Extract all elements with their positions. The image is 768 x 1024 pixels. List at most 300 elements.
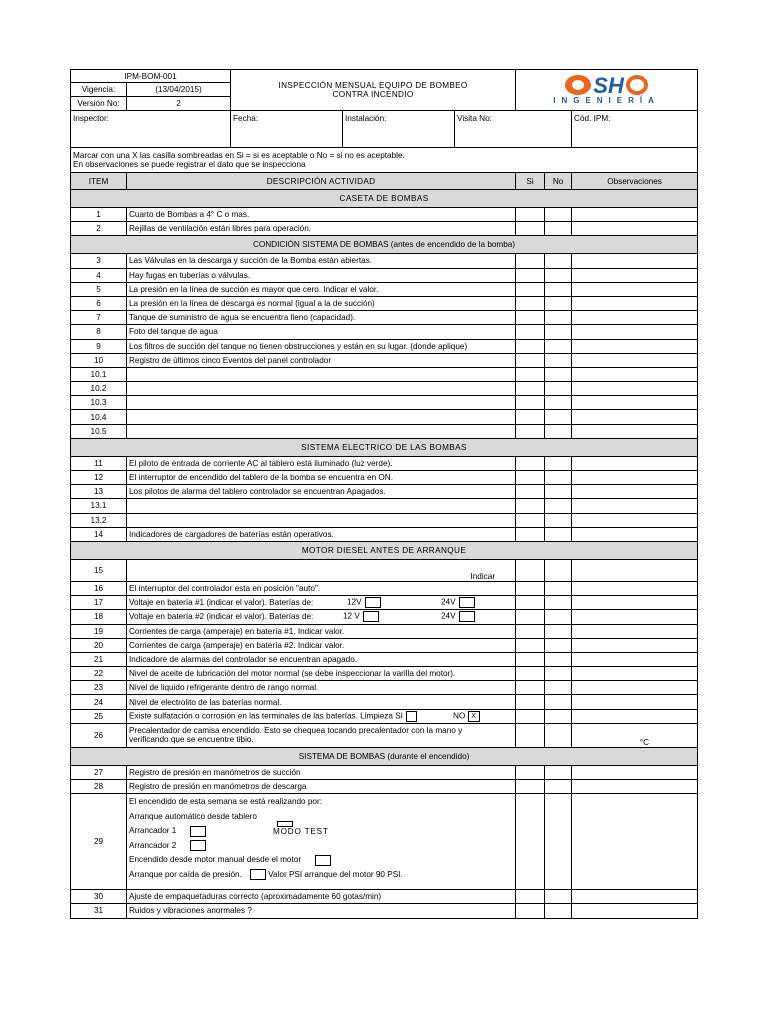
r29-line2: Arranque automático desde tablero	[129, 811, 257, 821]
no-cell[interactable]	[545, 485, 572, 499]
item-number: 10.2	[71, 382, 127, 396]
instalacion-label: Instalación:	[345, 114, 387, 123]
obs-cell[interactable]	[572, 794, 698, 890]
rows-electrico	[71, 456, 698, 541]
vigencia-label: Vigencia:	[71, 83, 127, 97]
si-cell[interactable]	[516, 367, 545, 381]
col-desc: DESCRIPCIÓN ACTIVIDAD	[127, 173, 516, 190]
si-cell[interactable]	[516, 268, 545, 282]
item-desc	[127, 499, 516, 513]
item-number: 26	[71, 723, 127, 747]
obs-cell[interactable]	[572, 709, 698, 723]
no-cell[interactable]	[545, 268, 572, 282]
si-cell[interactable]	[516, 499, 545, 513]
table-row	[71, 780, 698, 794]
item-desc	[127, 596, 516, 610]
si-cell[interactable]	[516, 559, 545, 581]
table-row	[71, 559, 698, 581]
no-cell[interactable]	[545, 723, 572, 747]
modo-test-label: MODO TEST	[273, 827, 329, 837]
table-row	[71, 325, 698, 339]
item-desc: Cuarto de Bombas a 4° C o mas.	[127, 208, 516, 222]
si-cell[interactable]	[516, 282, 545, 296]
item-desc: El interruptor de encendido del tablero de la bomba se encuentra en ON.	[127, 471, 516, 485]
item-desc	[127, 410, 516, 424]
form-table	[70, 69, 698, 919]
no-cell[interactable]	[545, 794, 572, 890]
item-number: 2	[71, 222, 127, 236]
item-number: 11	[71, 456, 127, 470]
v24-checkbox[interactable]	[459, 611, 475, 622]
cod-label: Cód. IPM:	[574, 114, 611, 123]
form-title	[231, 70, 516, 111]
item-number: 10.1	[71, 367, 127, 381]
obs-cell[interactable]	[572, 681, 698, 695]
si-cell[interactable]	[516, 382, 545, 396]
arrancador2-checkbox[interactable]	[190, 840, 206, 851]
table-row	[71, 311, 698, 325]
item-number: 25	[71, 709, 127, 723]
rows-caseta	[71, 208, 698, 236]
table-row	[71, 527, 698, 541]
item-desc: Registro de presión en manómetros de descarga	[127, 780, 516, 794]
manual-checkbox[interactable]	[315, 855, 331, 866]
item-desc: Registro de presión en manómetros de succión	[127, 765, 516, 779]
obs-cell[interactable]	[572, 596, 698, 610]
item-number: 21	[71, 652, 127, 666]
item-desc: Registro de últimos cinco Eventos del panel controlador	[127, 353, 516, 367]
obs-cell[interactable]	[572, 527, 698, 541]
si-cell[interactable]	[516, 709, 545, 723]
si-cell[interactable]	[516, 890, 545, 904]
no-cell[interactable]	[545, 382, 572, 396]
no-cell[interactable]	[545, 325, 572, 339]
item-desc	[127, 513, 516, 527]
form-code: IPM-BOM-001	[71, 70, 231, 83]
r29-line1: El encendido de esta semana se está realizando por:	[129, 797, 322, 807]
obs-cell[interactable]	[572, 499, 698, 513]
no-cell[interactable]	[545, 410, 572, 424]
si-cell[interactable]	[516, 339, 545, 353]
table-row	[71, 581, 698, 595]
logo-cell	[516, 70, 698, 111]
item-desc: Foto del tanque de agua	[127, 325, 516, 339]
si-cell[interactable]	[516, 208, 545, 222]
no-cell[interactable]	[545, 222, 572, 236]
obs-cell[interactable]	[572, 268, 698, 282]
item-desc	[127, 396, 516, 410]
no-cell[interactable]	[545, 890, 572, 904]
table-row	[71, 652, 698, 666]
obs-cell[interactable]	[572, 367, 698, 381]
visita-field[interactable]	[455, 111, 572, 148]
item-desc: La presión en la línea de descarga es normal (igual a la de succión)	[127, 296, 516, 310]
no-cell[interactable]	[545, 581, 572, 595]
table-row	[71, 254, 698, 268]
fecha-label: Fecha:	[233, 114, 259, 123]
obs-cell[interactable]	[572, 610, 698, 624]
no-cell[interactable]	[545, 254, 572, 268]
no-cell[interactable]	[545, 527, 572, 541]
item-number: 20	[71, 638, 127, 652]
item-number: 22	[71, 667, 127, 681]
limpieza-no-option	[453, 711, 480, 722]
obs-cell[interactable]	[572, 382, 698, 396]
item-text: Voltaje en batería #1 (indicar el valor). Baterías de:	[129, 598, 314, 608]
table-row	[71, 695, 698, 709]
table-row	[71, 890, 698, 904]
col-si: Si	[516, 173, 545, 190]
si-cell[interactable]	[516, 325, 545, 339]
logo-swirl-icon	[626, 75, 648, 95]
item-number: 13	[71, 485, 127, 499]
item-desc: Hay fugas en tuberías o válvulas.	[127, 268, 516, 282]
item-desc: Nivel de aceite de lubricación del motor normal (se debe inspeccionar la varilla del motor).	[127, 667, 516, 681]
form-title-line1: INSPECCIÓN MENSUAL EQUIPO DE BOMBEO	[278, 81, 468, 90]
v12-checkbox[interactable]	[363, 611, 379, 622]
v24-checkbox[interactable]	[459, 597, 475, 608]
table-row	[71, 208, 698, 222]
no-cell[interactable]	[545, 353, 572, 367]
no-cell[interactable]	[545, 424, 572, 438]
table-row	[71, 471, 698, 485]
table-row	[71, 367, 698, 381]
inspection-form	[70, 69, 697, 919]
item-number: 27	[71, 765, 127, 779]
item-number: 17	[71, 596, 127, 610]
no-cell[interactable]	[545, 681, 572, 695]
item-desc: Ajuste de empaquetaduras correcto (aproximadamente 60 gotas/min)	[127, 890, 516, 904]
obs-cell[interactable]	[572, 559, 698, 581]
obs-cell[interactable]	[572, 624, 698, 638]
item-desc: El piloto de entrada de corriente AC al tablero está iluminado (luz verde).	[127, 456, 516, 470]
company-logo	[518, 72, 695, 105]
obs-cell[interactable]	[572, 311, 698, 325]
obs-cell[interactable]	[572, 353, 698, 367]
item-number: 4	[71, 268, 127, 282]
item-number: 16	[71, 581, 127, 595]
obs-cell[interactable]	[572, 254, 698, 268]
no-cell[interactable]	[545, 471, 572, 485]
form-title-line2: CONTRA INCENDIO	[332, 90, 414, 99]
si-cell[interactable]	[516, 765, 545, 779]
table-row	[71, 794, 698, 890]
item-desc	[127, 382, 516, 396]
no-cell[interactable]	[545, 765, 572, 779]
si-cell[interactable]	[516, 254, 545, 268]
si-cell[interactable]	[516, 222, 545, 236]
item-desc: Indicadore de alarmas del controlador se encuentran apagado.	[127, 652, 516, 666]
obs-cell[interactable]	[572, 513, 698, 527]
no-cell[interactable]	[545, 652, 572, 666]
si-cell[interactable]	[516, 695, 545, 709]
item-number: 18	[71, 610, 127, 624]
item-number: 3	[71, 254, 127, 268]
table-row	[71, 709, 698, 723]
section-sistema: SISTEMA DE BOMBAS (durante el encendido)	[71, 747, 698, 765]
no-cell[interactable]	[545, 499, 572, 513]
caida-checkbox[interactable]	[250, 869, 266, 880]
item-number: 19	[71, 624, 127, 638]
item-number: 29	[71, 794, 127, 890]
no-cell[interactable]	[545, 311, 572, 325]
v24-label: 24V	[441, 597, 456, 607]
table-row	[71, 382, 698, 396]
obs-cell[interactable]	[572, 282, 698, 296]
col-no: No	[545, 173, 572, 190]
item-number: 10.5	[71, 424, 127, 438]
obs-cell[interactable]	[572, 638, 698, 652]
rows-condicion	[71, 254, 698, 438]
table-row	[71, 296, 698, 310]
si-cell[interactable]	[516, 456, 545, 470]
obs-cell[interactable]	[572, 456, 698, 470]
no-cell[interactable]	[545, 367, 572, 381]
obs-cell[interactable]	[572, 485, 698, 499]
obs-cell[interactable]	[572, 410, 698, 424]
obs-cell[interactable]	[572, 339, 698, 353]
si-cell[interactable]	[516, 904, 545, 918]
table-row	[71, 610, 698, 624]
no-cell[interactable]	[545, 709, 572, 723]
item-desc: El interruptor del controlador esta en posición "auto".	[127, 581, 516, 595]
table-row	[71, 499, 698, 513]
table-row	[71, 667, 698, 681]
si-cell[interactable]	[516, 424, 545, 438]
si-cell[interactable]	[516, 296, 545, 310]
obs-cell[interactable]	[572, 765, 698, 779]
item-desc	[127, 559, 516, 581]
item-desc	[127, 610, 516, 624]
v12-checkbox[interactable]	[365, 597, 381, 608]
si-cell[interactable]	[516, 471, 545, 485]
obs-cell[interactable]	[572, 904, 698, 918]
table-row	[71, 268, 698, 282]
table-row	[71, 282, 698, 296]
obs-cell[interactable]	[572, 780, 698, 794]
instructions-line1: Marcar con una X las casilla sombreadas en Si = si es aceptable o No = si no es aceptable.	[73, 151, 405, 160]
item-number: 30	[71, 890, 127, 904]
item-number: 9	[71, 339, 127, 353]
inspector-label: Inspector:	[73, 114, 109, 123]
obs-cell[interactable]	[572, 695, 698, 709]
r29-psi: Valor PSI arranque del motor 90 PSI.	[268, 869, 403, 879]
r29-arrancador1: Arrancador 1	[129, 826, 177, 836]
table-row	[71, 222, 698, 236]
item-number: 13.1	[71, 499, 127, 513]
item-number: 13.2	[71, 513, 127, 527]
obs-cell[interactable]	[572, 652, 698, 666]
table-row	[71, 638, 698, 652]
si-cell[interactable]	[516, 610, 545, 624]
indicar-note: Indicar	[470, 571, 496, 581]
logo-subtitle: INGENIERÍA	[553, 96, 660, 105]
r29-arrancador2: Arrancador 2	[129, 840, 177, 850]
item-number: 7	[71, 311, 127, 325]
item-number: 14	[71, 527, 127, 541]
si-cell[interactable]	[516, 794, 545, 890]
item-desc: Ruidos y vibraciones anormales ?	[127, 904, 516, 918]
item-desc: Nivel de electrolito de las baterías normal.	[127, 695, 516, 709]
instructions-line2: En observaciones se puede registrar el dato que se inspecciona	[73, 160, 306, 169]
item-number: 1	[71, 208, 127, 222]
si-cell[interactable]	[516, 596, 545, 610]
item-text: Voltaje en batería #2 (indicar el valor). Baterías de:	[129, 612, 314, 622]
inspector-field[interactable]	[71, 111, 231, 148]
no-cell[interactable]	[545, 208, 572, 222]
si-cell[interactable]	[516, 681, 545, 695]
v12-label: 12 V	[343, 611, 360, 621]
item-number: 12	[71, 471, 127, 485]
item-number: 10	[71, 353, 127, 367]
item-desc: Las Válvulas en la descarga y succión de la Bomba están abiertas.	[127, 254, 516, 268]
item-text: Existe sulfatación o corrosión en las terminales de las baterías. Limpieza SI	[129, 711, 403, 721]
section-caseta: CASETA DE BOMBAS	[71, 190, 698, 208]
table-row	[71, 339, 698, 353]
no-cell[interactable]	[545, 610, 572, 624]
item-desc: Indicadores de cargadores de baterías están operativos.	[127, 527, 516, 541]
rows-motor	[71, 624, 698, 709]
version-label: Versión No:	[71, 97, 127, 111]
item-desc: Rejillas de ventilación están libres para operación.	[127, 222, 516, 236]
table-row	[71, 765, 698, 779]
section-electrico: SISTEMA ELECTRICO DE LAS BOMBAS	[71, 438, 698, 456]
v12-option	[347, 597, 381, 608]
obs-cell[interactable]	[572, 296, 698, 310]
item-desc	[127, 723, 516, 747]
si-cell[interactable]	[516, 396, 545, 410]
si-cell[interactable]	[516, 513, 545, 527]
obs-cell[interactable]	[572, 581, 698, 595]
no-cell[interactable]	[545, 780, 572, 794]
r29-caida: Arranque por caída de presión.	[129, 869, 242, 879]
item-desc: Los filtros de succión del tanque no tienen obstrucciones y están en su lugar. (donde aplique)	[127, 339, 516, 353]
no-cell[interactable]	[545, 559, 572, 581]
no-cell[interactable]	[545, 282, 572, 296]
r29-manual: Encendido desde motor manual desde el motor	[129, 855, 302, 865]
arrancador1-checkbox[interactable]	[190, 826, 206, 837]
si-cell[interactable]	[516, 353, 545, 367]
no-cell[interactable]	[545, 624, 572, 638]
no-cell[interactable]	[545, 596, 572, 610]
si-cell[interactable]	[516, 667, 545, 681]
col-item: ITEM	[71, 173, 127, 190]
no-cell[interactable]	[545, 339, 572, 353]
si-cell[interactable]	[516, 410, 545, 424]
no-cell[interactable]	[545, 296, 572, 310]
no-cell[interactable]	[545, 695, 572, 709]
limpieza-no-checkbox[interactable]: X	[468, 711, 480, 722]
table-row	[71, 624, 698, 638]
obs-cell[interactable]	[572, 396, 698, 410]
si-cell[interactable]	[516, 638, 545, 652]
si-cell[interactable]	[516, 311, 545, 325]
table-row	[71, 410, 698, 424]
no-label: NO	[453, 711, 466, 721]
v24-option	[441, 611, 475, 622]
item-desc: Los pilotos de alarma del tablero controlador se encuentran Apagados.	[127, 485, 516, 499]
obs-cell[interactable]	[572, 471, 698, 485]
no-cell[interactable]	[545, 513, 572, 527]
fecha-field[interactable]	[231, 111, 343, 148]
obs-cell[interactable]	[572, 667, 698, 681]
table-row	[71, 904, 698, 918]
celsius-unit: °C	[639, 737, 650, 747]
section-condicion: CONDICIÓN SISTEMA DE BOMBAS (antes de encendido de la bomba)	[71, 236, 698, 254]
section-motor: MOTOR DIESEL ANTES DE ARRANQUE	[71, 541, 698, 559]
table-row	[71, 353, 698, 367]
si-cell[interactable]	[516, 527, 545, 541]
item-desc	[127, 424, 516, 438]
no-cell[interactable]	[545, 456, 572, 470]
item-number: 23	[71, 681, 127, 695]
table-row	[71, 596, 698, 610]
item-number: 8	[71, 325, 127, 339]
v12-label: 12V	[347, 597, 362, 607]
item-desc: Corrientes de carga (amperaje) en batería #1. Indicar valor.	[127, 624, 516, 638]
si-cell[interactable]	[516, 652, 545, 666]
obs-cell[interactable]	[572, 325, 698, 339]
item-number: 5	[71, 282, 127, 296]
cod-field[interactable]	[572, 111, 698, 148]
table-row	[71, 513, 698, 527]
item-desc: La presión en la línea de succión es mayor que cero. Indicar el valor.	[127, 282, 516, 296]
table-row	[71, 681, 698, 695]
table-row	[71, 485, 698, 499]
obs-cell[interactable]	[572, 890, 698, 904]
no-cell[interactable]	[545, 904, 572, 918]
logo-sh-text: SH	[593, 72, 624, 98]
no-cell[interactable]	[545, 667, 572, 681]
v24-label: 24V	[441, 611, 456, 621]
item-desc	[127, 794, 516, 890]
v24-option	[441, 597, 475, 608]
instalacion-field[interactable]	[343, 111, 455, 148]
item-number: 6	[71, 296, 127, 310]
item-number: 31	[71, 904, 127, 918]
obs-cell[interactable]	[572, 208, 698, 222]
table-row	[71, 456, 698, 470]
item-number: 28	[71, 780, 127, 794]
si-cell[interactable]	[516, 581, 545, 595]
item-number: 15	[71, 559, 127, 581]
item-number: 24	[71, 695, 127, 709]
table-row	[71, 723, 698, 747]
item-desc: Tanque de suministro de agua se encuentra lleno (capacidad).	[127, 311, 516, 325]
si-cell[interactable]	[516, 780, 545, 794]
v12-option	[343, 611, 379, 622]
obs-cell[interactable]	[572, 723, 698, 747]
item-number: 10.4	[71, 410, 127, 424]
item-text-line1: Precalentador de camisa encendido. Esto se chequea tocando precalentador con la mano y	[129, 726, 463, 736]
instructions	[71, 148, 698, 173]
col-obs: Observaciones	[572, 173, 698, 190]
obs-cell[interactable]	[572, 424, 698, 438]
table-row	[71, 424, 698, 438]
visita-label: Visita No:	[457, 114, 492, 123]
obs-cell[interactable]	[572, 222, 698, 236]
item-desc: Nivel de liquido refrigerante dentro de rango normal.	[127, 681, 516, 695]
limpieza-si-checkbox[interactable]	[406, 711, 417, 722]
no-cell[interactable]	[545, 396, 572, 410]
no-cell[interactable]	[545, 638, 572, 652]
rows-sistema	[71, 765, 698, 793]
version-value: 2	[127, 97, 231, 111]
item-desc	[127, 367, 516, 381]
si-cell[interactable]	[516, 723, 545, 747]
si-cell[interactable]	[516, 624, 545, 638]
si-cell[interactable]	[516, 485, 545, 499]
